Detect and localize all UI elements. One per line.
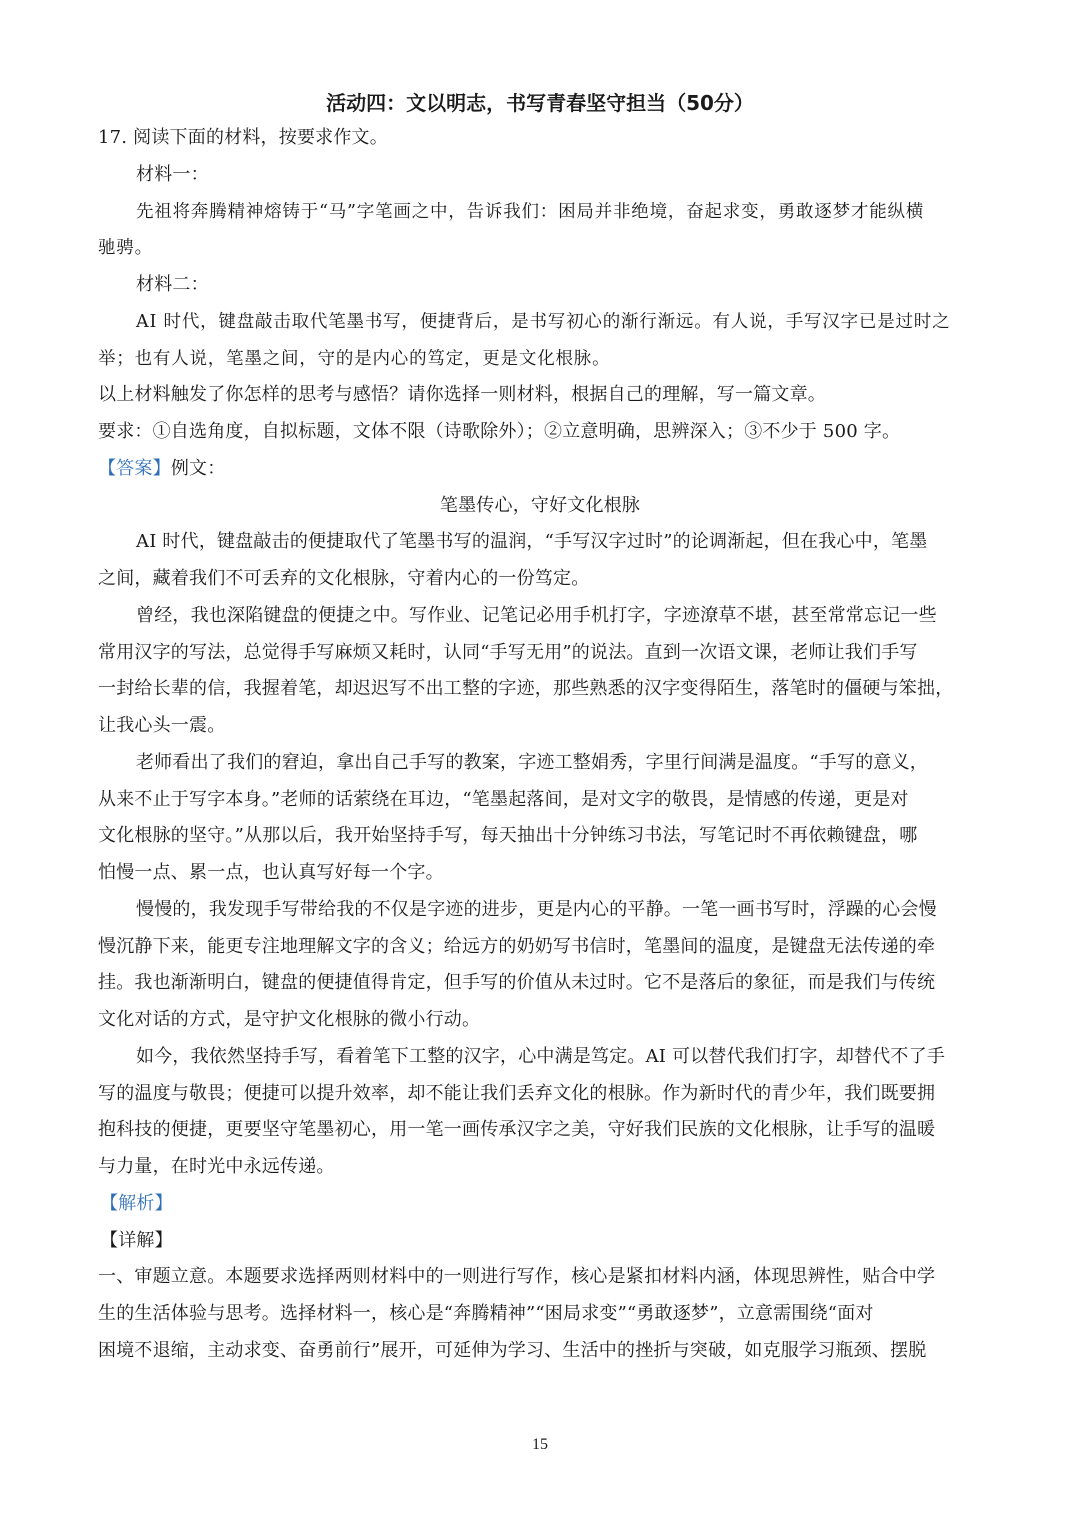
answer-line [98, 458, 982, 480]
analysis-line: 一、审题立意。本题要求选择两则材料中的一则进行写作，核心是紧扣材料内涵，体现思辨性，贴合中学 [98, 1266, 936, 1287]
essay-line: 如今，我依然坚持手写，看着笔下工整的汉字，心中满是笃定。AI 可以替代我们打字，却替代不了手 [136, 1046, 946, 1067]
essay-line: 从来不止于写字本身。”老师的话萦绕在耳边，“笔墨起落间，是对文字的敬畏，是情感的传递，更是对 [98, 789, 909, 810]
material-2-text: AI 时代，键盘敲击取代笔墨书写，便捷背后，是书写初心的渐行渐远。有人说，手写汉字已是过时之 [136, 312, 951, 332]
essay-line: 慢沉静下来，能更专注地理解文字的含义；给远方的奶奶写书信时，笔墨间的温度，是键盘无法传递的牵 [98, 936, 936, 957]
material-1-label: 材料一： [136, 164, 209, 185]
essay-line: 写的温度与敬畏；便捷可以提升效率，却不能让我们丢弃文化的根脉。作为新时代的青少年，我们既要拥 [98, 1083, 936, 1104]
answer-intro: 例文： [170, 458, 226, 479]
essay-line: 之间，藏着我们不可丢弃的文化根脉，守着内心的一份笃定。 [98, 568, 590, 589]
essay-line: 曾经，我也深陷键盘的便捷之中。写作业、记笔记必用手机打字，字迹潦草不堪，甚至常常忘记一些 [136, 605, 937, 626]
detail-tag: 【详解】 [100, 1230, 173, 1251]
essay-line: 老师看出了我们的窘迫，拿出自己手写的教案，字迹工整娟秀，字里行间满是温度。“手写的意义， [136, 752, 928, 773]
writing-prompt: 以上材料触发了你怎样的思考与感悟？请你选择一则材料，根据自己的理解，写一篇文章。 [98, 384, 826, 405]
question-stem: 17. 阅读下面的材料，按要求作文。 [98, 127, 388, 148]
essay-line: 慢慢的，我发现手写带给我的不仅是字迹的进步，更是内心的平静。一笔一画书写时，浮躁的心会慢 [136, 899, 937, 920]
analysis-line: 生的生活体验与思考。选择材料一，核心是“奔腾精神”“困局求变”“勇敢逐梦”，立意需围绕“面对 [98, 1303, 874, 1324]
analysis-tag [100, 1193, 984, 1215]
essay-line: 与力量，在时光中永远传递。 [98, 1156, 335, 1177]
essay-title: 笔墨传心，守好文化根脉 [439, 495, 641, 516]
material-2-text: 举；也有人说，笔墨之间，守的是内心的笃定，更是文化根脉。 [98, 349, 611, 369]
answer-tag: 【答案】 [98, 458, 171, 479]
essay-line: 怕慢一点、累一点，也认真写好每一个字。 [98, 862, 444, 883]
material-2-label: 材料二： [136, 274, 209, 295]
material-1-text: 先祖将奔腾精神熔铸于“马”字笔画之中，告诉我们：困局并非绝境，奋起求变，勇敢逐梦才能纵横 [136, 202, 925, 222]
writing-requirements: 要求：①自选角度，自拟标题，文体不限（诗歌除外）；②立意明确，思辨深入；③不少于 500 字。 [98, 421, 901, 442]
essay-line: 文化对话的方式，是守护文化根脉的微小行动。 [98, 1009, 481, 1030]
page-number: 15 [532, 1436, 548, 1453]
essay-line: 挂。我也渐渐明白，键盘的便捷值得肯定，但手写的价值从未过时。它不是落后的象征，而是我们与传统 [98, 972, 936, 993]
analysis-line: 困境不退缩，主动求变、奋勇前行”展开，可延伸为学习、生活中的挫折与突破，如克服学习瓶颈、摆脱 [98, 1340, 927, 1361]
essay-line: 一封给长辈的信，我握着笔，却迟迟写不出工整的字迹，那些熟悉的汉字变得陌生，落笔时的僵硬与笨拙， [98, 678, 954, 699]
section-heading: 活动四：文以明志，书写青春坚守担当（50分） [326, 91, 754, 115]
essay-line: 文化根脉的坚守。”从那以后，我开始坚持手写，每天抽出十分钟练习书法，写笔记时不再依赖键盘，哪 [98, 825, 918, 846]
essay-line: 抱科技的便捷，更要坚守笔墨初心，用一笔一画传承汉字之美，守好我们民族的文化根脉，让手写的温暖 [98, 1119, 936, 1140]
essay-line: 让我心头一震。 [98, 715, 226, 736]
essay-line: 常用汉字的写法，总觉得手写麻烦又耗时，认同“手写无用”的说法。直到一次语文课，老师让我们手写 [98, 642, 918, 663]
analysis-tag-text: 【解析】 [100, 1193, 173, 1214]
essay-line: AI 时代，键盘敲击的便捷取代了笔墨书写的温润，“手写汉字过时”的论调渐起，但在我心中，笔墨 [136, 531, 928, 552]
material-1-text: 驰骋。 [98, 238, 153, 258]
